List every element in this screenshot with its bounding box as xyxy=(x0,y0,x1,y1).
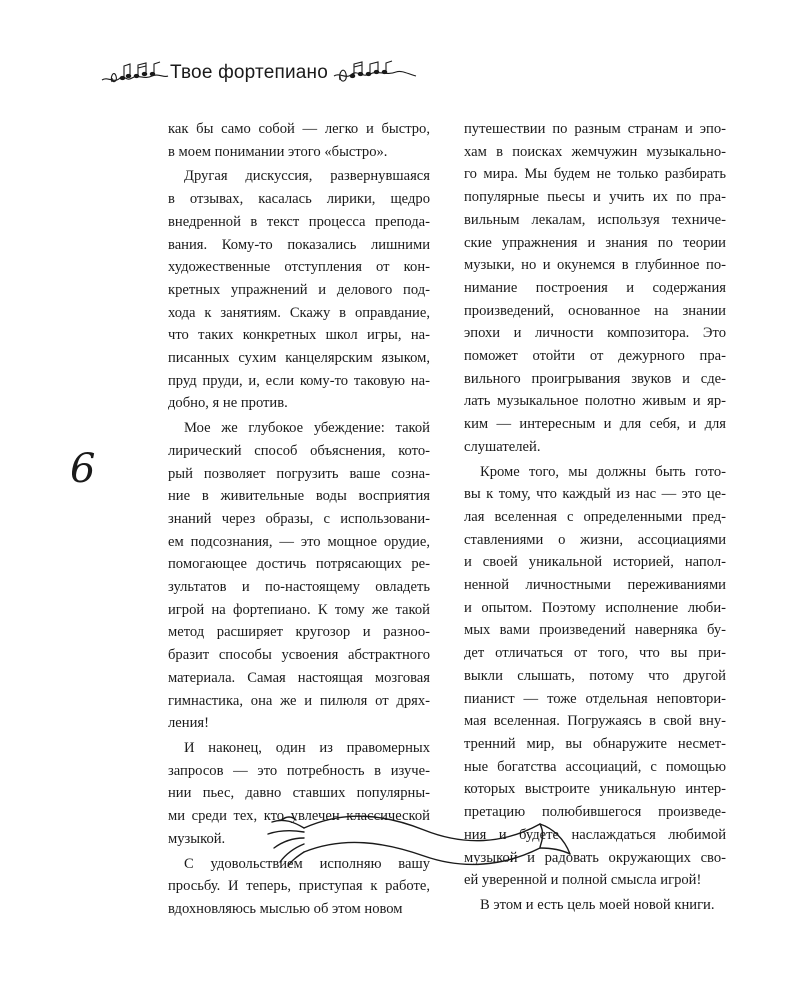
text-line: пианист — тоже отдельная неповтори- xyxy=(464,690,726,707)
right-text-column xyxy=(464,118,726,919)
text-line: материала. Самая настоящая мозговая xyxy=(168,669,430,686)
text-line: С удовольствием исполняю вашу xyxy=(184,855,430,872)
paragraph xyxy=(168,118,430,163)
text-line: писанных сухим канцелярским языком, xyxy=(168,350,430,367)
text-line: путешествии по разным странам и эпо- xyxy=(464,121,726,137)
text-line: добно, я не против. xyxy=(168,395,288,412)
paragraph xyxy=(168,165,430,415)
text-line: мых вами произведений наверняка бу- xyxy=(464,622,726,639)
text-line: запросов — это потребность в изуче- xyxy=(168,762,430,779)
text-line: вильного проигрывания звуков и сде- xyxy=(464,370,726,387)
text-line: ления! xyxy=(168,715,209,732)
text-line: Другая дискуссия, развернувшаяся xyxy=(184,168,430,185)
text-line: метод расширяет кругозор и разноо- xyxy=(168,624,430,641)
text-line: В этом и есть цель моей новой книги. xyxy=(480,896,715,913)
text-line: музыкой. xyxy=(168,830,226,847)
running-header-title: Твое фортепиано xyxy=(170,62,328,83)
text-line: музыкой и радовать окружающих сво- xyxy=(464,849,726,866)
text-line: ми среди тех, кто увлечен классической xyxy=(168,808,430,825)
text-line: кретных упражнений и делового под- xyxy=(168,281,430,298)
text-line: нимание построения и содержания xyxy=(464,279,726,296)
text-line: ские упражнения и знания по теории xyxy=(464,234,726,251)
page-number: 6 xyxy=(70,446,96,492)
paragraph xyxy=(464,894,726,917)
text-line: пруд пруди, и, если кому-то таковую на- xyxy=(168,372,430,389)
text-line: внедренной в текст процесса препода- xyxy=(168,213,430,230)
text-line: помогающее достичь потрясающих ре- xyxy=(168,556,430,573)
text-line: претацию полюбившегося произведе- xyxy=(464,804,726,821)
text-line: Мое же глубокое убеждение: такой xyxy=(184,420,430,437)
text-line: просьбу. И теперь, приступая к работе, xyxy=(168,878,430,895)
text-line: что таких конкретных школ игры, на- xyxy=(168,327,430,344)
text-line: дет отличаться от того, что вы при- xyxy=(464,645,726,662)
text-line: как бы само собой — легко и быстро, xyxy=(168,121,430,137)
text-line: знаний через образы, с использовани- xyxy=(168,510,430,527)
text-line: гимнастика, она же и пилюля от дрях- xyxy=(168,692,430,709)
text-line: эпохи и личности композитора. Это xyxy=(464,325,726,342)
text-line: ние в живительные воды восприятия xyxy=(168,488,430,505)
text-line: поможет отойти от дежурного пра- xyxy=(464,348,726,365)
text-line: произведений, основанное на знании xyxy=(464,302,726,319)
left-text-column xyxy=(168,118,430,923)
text-line: хода к занятиям. Скажу в оправдание, xyxy=(168,304,430,321)
paragraph xyxy=(168,417,430,735)
text-line: зультатов и по-настоящему овладеть xyxy=(168,579,430,596)
text-line: ем подсознания, — это мощное орудие, xyxy=(168,533,430,550)
text-line: лирический способ объяснения, кото- xyxy=(168,442,430,459)
text-line: бразит способы усвоения абстрактного xyxy=(168,647,430,664)
text-line: и опытом. Поэтому исполнение люби- xyxy=(464,599,726,616)
text-line: И наконец, один из правомерных xyxy=(184,739,430,756)
ribbon-ornament-icon xyxy=(264,808,584,884)
text-line: ставлениями о жизни, ассоциациями xyxy=(464,531,726,548)
text-line: слушателей. xyxy=(464,438,541,455)
text-line: го мира. Мы будем не только разбирать xyxy=(464,166,726,183)
text-line: популярные пьесы и учить их по пра- xyxy=(464,189,726,206)
running-header xyxy=(100,56,420,92)
text-line: вания. Кому-то показались лишними xyxy=(168,236,430,253)
text-line: нии пьес, давно ставших популярны- xyxy=(168,785,430,802)
text-line: музыки, но и окунемся в глубинное по- xyxy=(464,257,726,274)
text-line: хам в поисках жемчужин музыкально- xyxy=(464,143,726,160)
text-line: лать музыкальное полотно живым и яр- xyxy=(464,393,726,410)
text-line: ей уверенной и полной смысла игрой! xyxy=(464,872,702,889)
paragraph xyxy=(464,118,726,459)
text-line: которых выстроите уникальную интер- xyxy=(464,781,726,798)
text-line: тренний мир, вы обнаружите несмет- xyxy=(464,735,726,752)
text-line: Кроме того, мы должны быть гото- xyxy=(480,463,726,480)
text-line: мая вселенная. Погружаясь в свой вну- xyxy=(464,713,726,730)
text-line: ния и будете наслаждаться любимой xyxy=(464,826,726,843)
text-line: ненной личностными переживаниями xyxy=(464,577,726,594)
text-line: игрой на фортепиано. К тому же такой xyxy=(168,601,430,618)
text-line: художественные отступления от кон- xyxy=(168,259,430,276)
text-line: вы к тому, что каждый из нас — это це- xyxy=(464,486,726,503)
text-line: в отзывах, касалась лирики, щедро xyxy=(168,191,430,208)
text-line: и своей уникальной историей, напол- xyxy=(464,554,726,571)
text-line: ные богатства ассоциаций, с помощью xyxy=(464,758,726,775)
text-line: лая вселенная с определенными пред- xyxy=(464,508,726,525)
text-line: в моем понимании этого «быстро». xyxy=(168,143,388,160)
text-line: выкли слышать, потому что другой xyxy=(464,667,726,684)
text-line: ким — интересным и для себя, и для xyxy=(464,416,726,433)
text-line: вильным лекалам, используя техниче- xyxy=(464,211,726,228)
text-line: вдохновляюсь мыслью об этом новом xyxy=(168,900,403,917)
text-line: рый позволяет погрузить ваше созна- xyxy=(168,465,430,482)
